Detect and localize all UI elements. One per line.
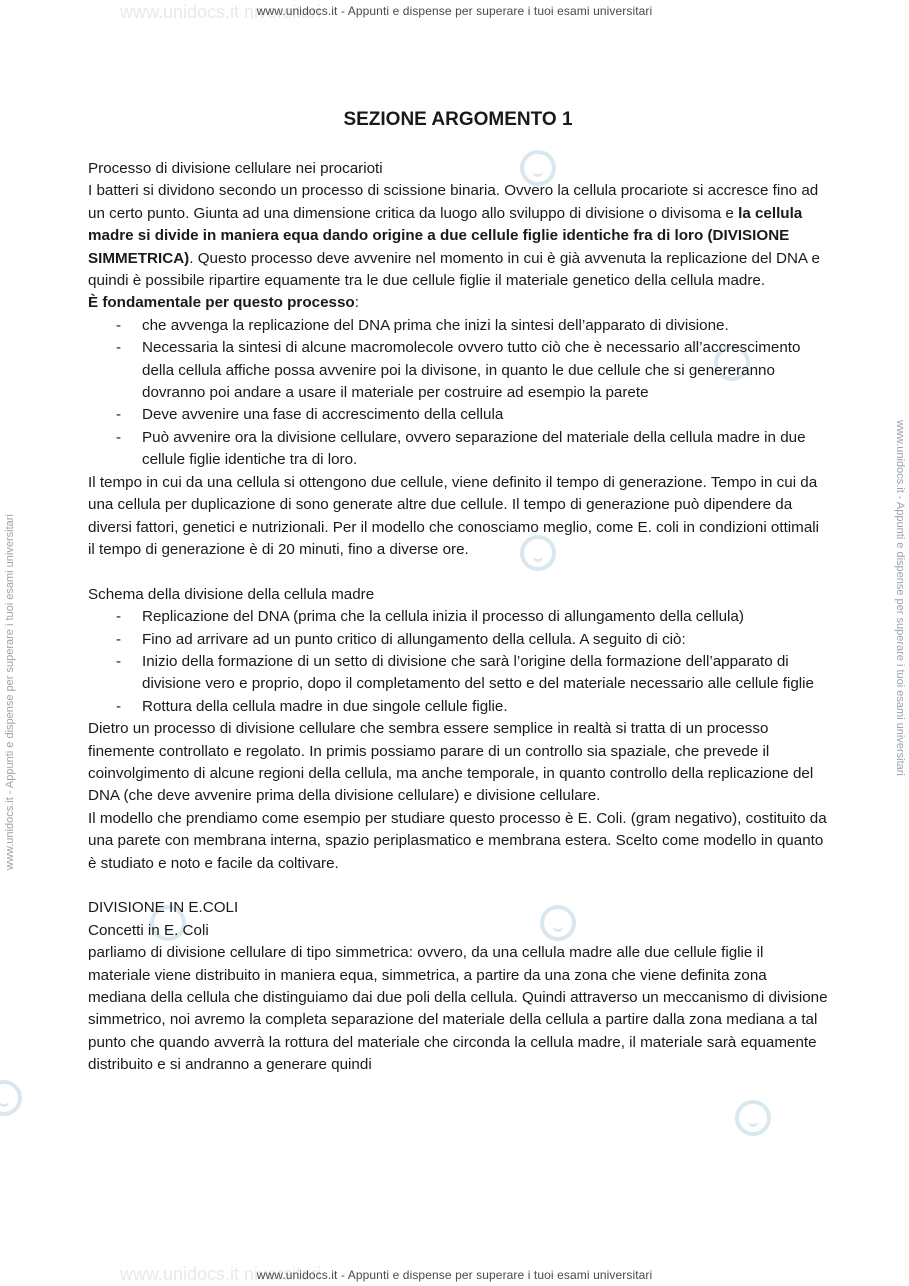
paragraph: Il tempo in cui da una cellula si ottengono due cellule, viene definito il tempo di generazione. Tempo in cui da una cellula per duplicazione di sono generate altre due cellule. Il tempo di generazione può dipendere da diversi fattori, genetici e nutrizionali. Per il modello che conosciamo meglio, come E. coli in condizioni ottimali il tempo di generazione è di 20 minuti, fino a diverse ore. [88, 473, 820, 558]
page-title: SEZIONE ARGOMENTO 1 [343, 109, 573, 130]
right-side-watermark: www.unidocs.it - Appunti e dispense per superare i tuoi esami universitari [894, 420, 906, 776]
section-heading: DIVISIONE IN E.COLI [88, 899, 239, 917]
left-side-watermark: www.unidocs.it - Appunti e dispense per superare i tuoi esami universitari [4, 514, 16, 870]
watermark-strip-top: www.unidocs.it niversitari [120, 2, 322, 22]
dash-list [88, 315, 828, 472]
section-heading: Schema della divisione della cellula madre [88, 585, 375, 603]
list-item: - Necessaria la sintesi di alcune macromolecole ovvero tutto ciò che è necessario all’accrescimento della cellula affiche possa avvenire poi la divisone, in quanto le due cellule che si genereranno dovranno poi andare a usare il materiale per costruire ad esempio la parete [88, 337, 828, 404]
dash-list [88, 606, 828, 718]
watermark-logo-icon [0, 1080, 22, 1116]
section-heading: Processo di divisione cellulare nei procarioti [88, 160, 383, 177]
list-item: - Deve avvenire una fase di accrescimento della cellula [88, 404, 828, 426]
document-body [88, 108, 828, 1077]
list-item: - Inizio della formazione di un setto di divisione che sarà l’origine della formazione dell’apparato di divisione vero e proprio, dopo il completamento del setto e del materiale necessario alle cellule figlie [88, 651, 828, 696]
footer-watermark: www.unidocs.it - Appunti e dispense per superare i tuoi esami universitari [256, 1268, 653, 1282]
bold-text: la cellula madre si divide in maniera equa dando origine a due cellule figlie identiche fra di loro (DIVISIONE SIMMETRICA) [88, 204, 803, 267]
paragraph: È fondamentale per questo processo: [88, 294, 359, 312]
paragraph: Il modello che prendiamo come esempio per studiare questo processo è E. Coli. (gram negativo), costituito da una parete con membrana interna, spazio periplasmatico e membrana estera. Scelto come modello in quanto è studiato e noto e facile da coltivare. [88, 809, 827, 872]
watermark-logo-icon [735, 1100, 771, 1136]
paragraph: I batteri si dividono secondo un processo di scissione binaria. Ovvero la cellula procariote si accresce fino ad un certo punto. Giunta ad una dimensione critica da luogo allo sviluppo di divisione o divisoma e la cellula madre si divide in maniera equa dando origine a due cellule figlie identiche fra di loro (DIVISIONE SIMMETRICA). Questo processo deve avvenire nel momento in cui è già avvenuta la replicazione del DNA e quindi è possibile ripartire equamente tra le due cellule figlie il materiale genetico della cellula madre. [88, 182, 820, 290]
list-item: - Fino ad arrivare ad un punto critico di allungamento della cellula. A seguito di ciò: [88, 629, 828, 651]
header-watermark: www.unidocs.it - Appunti e dispense per superare i tuoi esami universitari [256, 4, 653, 18]
paragraph: parliamo di divisione cellulare di tipo simmetrica: ovvero, da una cellula madre alle due cellule figlie il materiale viene distribuito in maniera equa, simmetrica, a partire da una zona che viene definita zona mediana della cellula che distinguiamo dai due poli della cellula. Quindi attraverso un meccanismo di divisione simmetrico, noi avremo la completa separazione del materiale della cellula a partire dalla zona mediana a tal punto che quando avverrà la rottura del materiale che circonda la cellula madre, il materiale sarà equamente distribuito e si andranno a generare quindi [88, 944, 828, 1074]
list-item: - Può avvenire ora la divisione cellulare, ovvero separazione del materiale della cellula madre in due cellule figlie identiche tra di loro. [88, 427, 828, 472]
list-item: - che avvenga la replicazione del DNA prima che inizi la sintesi dell’apparato di divisione. [88, 315, 828, 337]
list-item: - Replicazione del DNA (prima che la cellula inizia il processo di allungamento della cellula) [88, 606, 828, 628]
list-item: - Rottura della cellula madre in due singole cellule figlie. [88, 696, 828, 718]
watermark-strip-bottom: www.unidocs.it niversitari [120, 1264, 322, 1284]
subheading: Concetti in E. Coli [88, 921, 209, 939]
bold-text: È fondamentale per questo processo [88, 294, 355, 312]
paragraph: Dietro un processo di divisione cellulare che sembra essere semplice in realtà si tratta di un processo finemente controllato e regolato. In primis possiamo parare di un controllo sia spaziale, che prevede il coinvolgimento di alcune regioni della cellula, ma anche temporale, in quanto controllo della replicazione del DNA (che deve avvenire prima della divisione cellulare) e divisione cellulare. [88, 720, 814, 805]
